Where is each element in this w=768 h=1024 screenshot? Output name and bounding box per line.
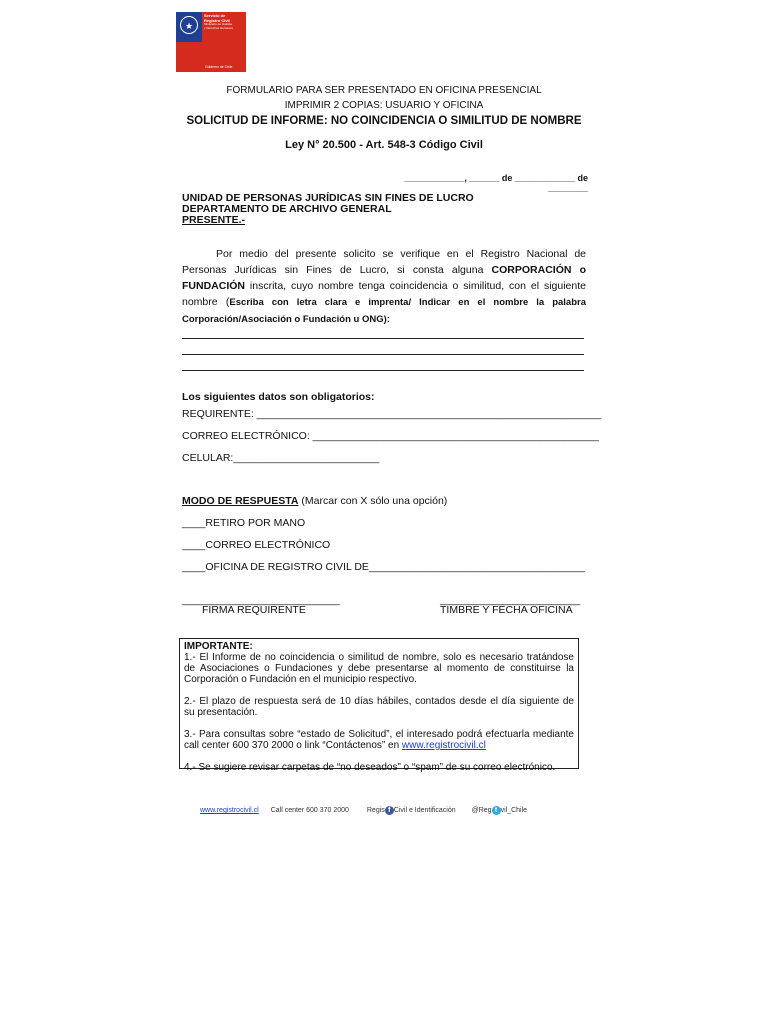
recipient-line-2: DEPARTAMENTO DE ARCHIVO GENERAL bbox=[182, 203, 392, 215]
stamp-label: TIMBRE Y FECHA OFICINA bbox=[440, 604, 573, 616]
important-item-2: 2.- El plazo de respuesta será de 10 días hábiles, contados desde el día siguiente de su presentación. bbox=[184, 696, 574, 718]
coat-of-arms-icon: ★ bbox=[180, 16, 198, 34]
requirente-field[interactable]: REQUIRENTE: ___________________________________________________________ bbox=[182, 408, 602, 420]
footer-twitter-text-a: @Reg bbox=[471, 807, 492, 815]
law-reference: Ley N° 20.500 - Art. 548-3 Código Civil bbox=[285, 139, 483, 151]
response-heading: MODO DE RESPUESTA bbox=[182, 495, 299, 507]
footer-facebook-text-a: Regis bbox=[366, 807, 385, 815]
footer-facebook[interactable] bbox=[367, 806, 456, 815]
header-line-2: IMPRIMIR 2 COPIAS: USUARIO Y OFICINA bbox=[284, 100, 484, 111]
twitter-icon: t bbox=[492, 806, 501, 815]
logo-line-2: Registro Civil bbox=[204, 17, 230, 23]
facebook-icon: f bbox=[385, 806, 394, 815]
logo-gobierno: Gobierno de Chile bbox=[205, 65, 233, 70]
option-correo[interactable]: ____CORREO ELECTRÓNICO bbox=[182, 539, 331, 551]
celular-field[interactable]: CELULAR:_________________________ bbox=[182, 452, 380, 464]
response-note: (Marcar con X sólo una opción) bbox=[298, 495, 448, 507]
header-line-1: FORMULARIO PARA SER PRESENTADO EN OFICINA PRESENCIAL bbox=[226, 85, 542, 96]
request-paragraph bbox=[182, 246, 586, 328]
recipient-line-1: UNIDAD DE PERSONAS JURÍDICAS SIN FINES DE LUCRO bbox=[182, 192, 474, 204]
logo-text bbox=[202, 12, 246, 72]
signature-line[interactable]: ___________________________ bbox=[182, 594, 340, 606]
footer-facebook-text-b: Civil e Identificación bbox=[393, 807, 456, 815]
option-retiro[interactable]: ____RETIRO POR MANO bbox=[182, 517, 306, 529]
paragraph-text-b: inscrita, cuyo nombre tenga coincidencia o similitud, con el siguiente nombre ( bbox=[182, 280, 586, 308]
name-line-3[interactable] bbox=[182, 370, 584, 371]
important-heading: IMPORTANTE: bbox=[184, 641, 253, 652]
footer-site-link[interactable]: www.registrocivil.cl bbox=[200, 807, 259, 815]
email-field[interactable]: CORREO ELECTRÓNICO: _________________________________________________ bbox=[182, 430, 599, 442]
recipient-block bbox=[182, 193, 474, 226]
important-item-3-text: 3.- Para consultas sobre “estado de Solicitud”, el interesado podrá efectuarla mediante call center 600 370 2000 o link “Contáctenos” en bbox=[184, 729, 574, 751]
registrocivil-link[interactable]: www.registrocivil.cl bbox=[401, 740, 486, 751]
name-line-2[interactable] bbox=[182, 354, 584, 355]
footer bbox=[200, 806, 580, 815]
mandatory-heading: Los siguientes datos son obligatorios: bbox=[182, 391, 375, 403]
paragraph-bold: CORPORACIÓN o FUNDACIÓN bbox=[182, 264, 587, 292]
logo-flag bbox=[176, 12, 202, 72]
recipient-line-3: PRESENTE.- bbox=[182, 214, 246, 226]
logo-line-4: y Derechos Humanos bbox=[204, 25, 233, 30]
logo-line-3: Ministerio de Justicia bbox=[204, 22, 232, 27]
footer-twitter[interactable] bbox=[472, 806, 527, 815]
response-mode bbox=[182, 495, 447, 507]
paragraph-text-a: Por medio del presente solicito se verifique en el Registro Nacional de Personas Jurídicas sin Fines de Lucro, si consta alguna bbox=[182, 248, 586, 276]
stamp-line[interactable]: ________________________ bbox=[440, 594, 581, 606]
paragraph-note: Escriba con letra clara e imprenta/ Indicar en el nombre la palabra Corporación/Asociación o Fundación u ONG): bbox=[182, 297, 587, 325]
important-item-1: 1.- El Informe de no coincidencia o similitud de nombre, solo es necesario tratándose de Asociaciones o Fundaciones y debe presentarse al momento de constituirse la Corporación o Fundación en el municipio respectivo. bbox=[184, 652, 574, 685]
date-line[interactable]: ____________, ______ de ____________ de ________ bbox=[404, 173, 588, 193]
logo-line-1: Servicio de bbox=[204, 13, 226, 18]
important-item-4: 4.- Se sugiere revisar carpetas de “no deseados” o “spam” de su correo electrónico. bbox=[184, 762, 556, 773]
registro-civil-logo bbox=[176, 12, 246, 72]
important-item-3 bbox=[184, 729, 574, 751]
important-box bbox=[179, 638, 579, 773]
option-oficina[interactable]: ____OFICINA DE REGISTRO CIVIL DE_____________________________________ bbox=[182, 561, 585, 573]
footer-call-center: Call center 600 370 2000 bbox=[270, 807, 349, 815]
footer-twitter-text-b: vil_Chile bbox=[500, 807, 528, 815]
form-title: SOLICITUD DE INFORME: NO COINCIDENCIA O SIMILITUD DE NOMBRE bbox=[186, 115, 582, 127]
signature-label: FIRMA REQUIRENTE bbox=[202, 604, 306, 616]
name-line-1[interactable] bbox=[182, 338, 584, 339]
